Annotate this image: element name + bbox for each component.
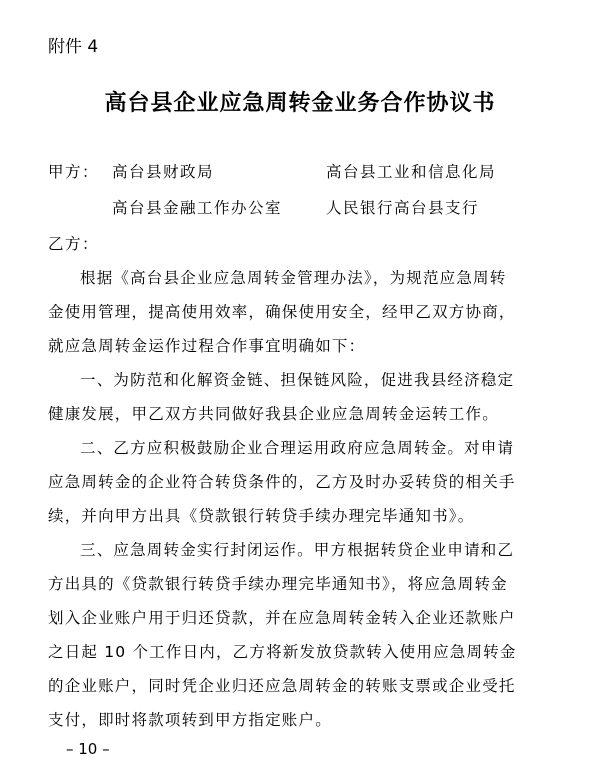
document-title: 高台县企业应急周转金业务合作协议书: [104, 90, 496, 116]
party-a-org-finance: 高台县财政局: [112, 163, 215, 181]
page-number: – 10 –: [66, 740, 110, 758]
party-a-org-pboc: 人民银行高台县支行: [326, 199, 480, 217]
body-line: 支付，即时将款项转到甲方指定账户。: [48, 711, 332, 729]
body-line: 二、乙方应积极鼓励企业合理运用政府应急周转金。对申请: [80, 439, 515, 457]
party-a-org-industry: 高台县工业和信息化局: [326, 163, 497, 181]
party-a-org-financial-office: 高台县金融工作办公室: [112, 199, 283, 217]
party-a-label: 甲方：: [48, 163, 100, 181]
body-line: 划入企业账户用于归还贷款，并在应急周转金转入企业还款账户: [48, 609, 516, 627]
body-line: 金使用管理，提高使用效率，确保使用安全，经甲乙双方协商，: [48, 303, 516, 321]
body-line: 续，并向甲方出具《贷款银行转贷手续办理完毕通知书》。: [48, 507, 475, 525]
body-line: 方出具的《贷款银行转贷手续办理完毕通知书》，将应急周转金: [48, 575, 508, 593]
attachment-label: 附件 4: [48, 37, 99, 57]
body-line: 根据《高台县企业应急周转金管理办法》，为规范应急周转: [80, 269, 507, 287]
party-b-label: 乙方：: [48, 235, 100, 253]
body-line: 的企业账户，同时凭企业归还应急周转金的转账支票或企业受托: [48, 677, 516, 695]
body-line: 健康发展，甲乙双方共同做好我县企业应急周转金运转工作。: [48, 405, 499, 423]
body-line: 应急周转金的企业符合转贷条件的，乙方及时办妥转贷的相关手: [48, 473, 516, 491]
body-line: 就应急周转金运作过程合作事宜明确如下：: [48, 337, 366, 355]
body-line: 之日起 10 个工作日内，乙方将新发放贷款转入使用应急周转金: [48, 643, 517, 661]
body-line: 一、为防范和化解资金链、担保链风险，促进我县经济稳定: [80, 371, 515, 389]
body-line: 三、应急周转金实行封闭运作。甲方根据转贷企业申请和乙: [80, 541, 515, 559]
